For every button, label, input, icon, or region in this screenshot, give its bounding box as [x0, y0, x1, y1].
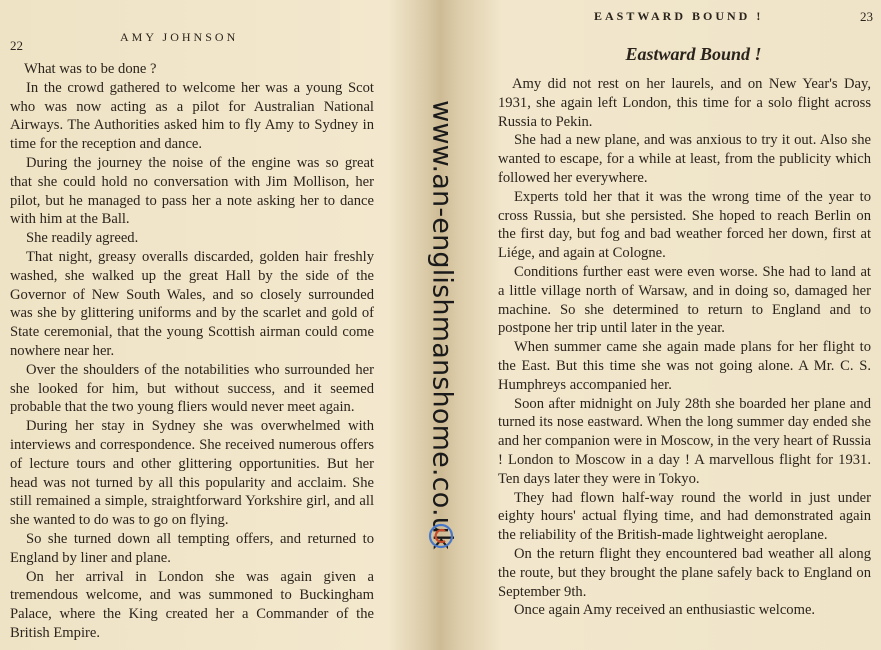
paragraph: In the crowd gathered to welcome her was a young Scot who was now acting as a pilot for Australian National Airways. The Authorities asked him to fly Amy to Sydney in time for the reception and dance.: [10, 79, 374, 153]
right-page: [478, 0, 881, 650]
left-running-head: [10, 0, 400, 53]
right-page-text: [498, 75, 871, 620]
paragraph: Conditions further east were even worse. She had to land at a little village north of Warsaw, and in doing so, damaged her machine. So she determined to return to England and to postpone her trip until later in the year.: [498, 263, 871, 337]
left-page-text: [10, 60, 374, 643]
paragraph: Over the shoulders of the notabilities who surrounded her she looked for him, but without success, and it seemed probable that the two young fliers would never meet again.: [10, 361, 374, 416]
paragraph: When summer came she again made plans for her flight to the East. But this time she was not going alone. A Mr. C. S. Humphreys accompanied her.: [498, 339, 871, 393]
watermark-url: www.an-englishmanshome.co.uk: [426, 100, 458, 550]
paragraph: Experts told her that it was the wrong time of the year to cross Russia, but she persisted. She hoped to reach Berlin on the first day, but fog and bad weather forced her down, first at Liége, and again at Cologne.: [498, 188, 871, 262]
paragraph: She had a new plane, and was anxious to try it out. Also she wanted to escape, for a while at least, from the publicity which followed her everywhere.: [498, 132, 871, 186]
paragraph: Soon after midnight on July 28th she boarded her plane and turned its nose eastward. When the long summer day ended she and her companion were in Moscow, in the very heart of Russia ! London to Moscow in a day ! A marvellous flight for 1931. Ten days later they were in Tokyo.: [498, 395, 871, 487]
paragraph: That night, greasy overalls discarded, golden hair freshly washed, she walked up the great Hall by the side of the Governor of New South Wales, and so closely surrounded was she by glittering uniforms and by the scarlet and gold of State ceremonial, that the young Scottish airman could come nowhere near her.: [10, 248, 374, 359]
left-page-number: 22: [10, 38, 23, 53]
paragraph: So she turned down all tempting offers, and returned to England by liner and plane.: [10, 530, 374, 566]
right-running-head: [498, 0, 873, 44]
chapter-title: Eastward Bound !: [625, 44, 762, 64]
right-running-title: EASTWARD BOUND !: [594, 9, 764, 23]
paragraph: On her arrival in London she was again given a tremendous welcome, and was summoned to Buckingham Palace, where the King created her a Commander of the British Empire.: [10, 568, 374, 641]
paragraph: During the journey the noise of the engine was so great that she could hold no conversation with Jim Mollison, her pilot, but he managed to pass her a note asking her to dance with him at the Ball.: [10, 154, 374, 228]
paragraph: She readily agreed.: [26, 230, 139, 247]
right-page-number: 23: [860, 9, 873, 24]
paragraph: On the return flight they encountered bad weather all along the route, but they brought the plane safely back to England on September 9th.: [498, 545, 871, 600]
left-running-title: AMY JOHNSON: [120, 30, 239, 44]
paragraph: During her stay in Sydney she was overwhelmed with interviews and correspondence. She received numerous offers of lecture tours and other glittering opportunities. But her head was not turned by all this popularity and acclaim. She still remained a simple, straightforward Yorkshire girl, and all she wanted to do was to go on flying.: [10, 418, 374, 529]
circle-c-logo-icon: [427, 522, 455, 550]
paragraph: They had flown half-way round the world in just under eighty hours' actual flying time, and had demonstrated again the reliability of the British-made lightweight aeroplane.: [498, 489, 871, 544]
left-page: [0, 0, 400, 650]
paragraph: What was to be done ?: [24, 61, 157, 77]
paragraph: Once again Amy received an enthusiastic welcome.: [514, 602, 816, 619]
paragraph: Amy did not rest on her laurels, and on New Year's Day, 1931, she again left London, this time for a solo flight across Russia to Pekin.: [498, 76, 871, 130]
